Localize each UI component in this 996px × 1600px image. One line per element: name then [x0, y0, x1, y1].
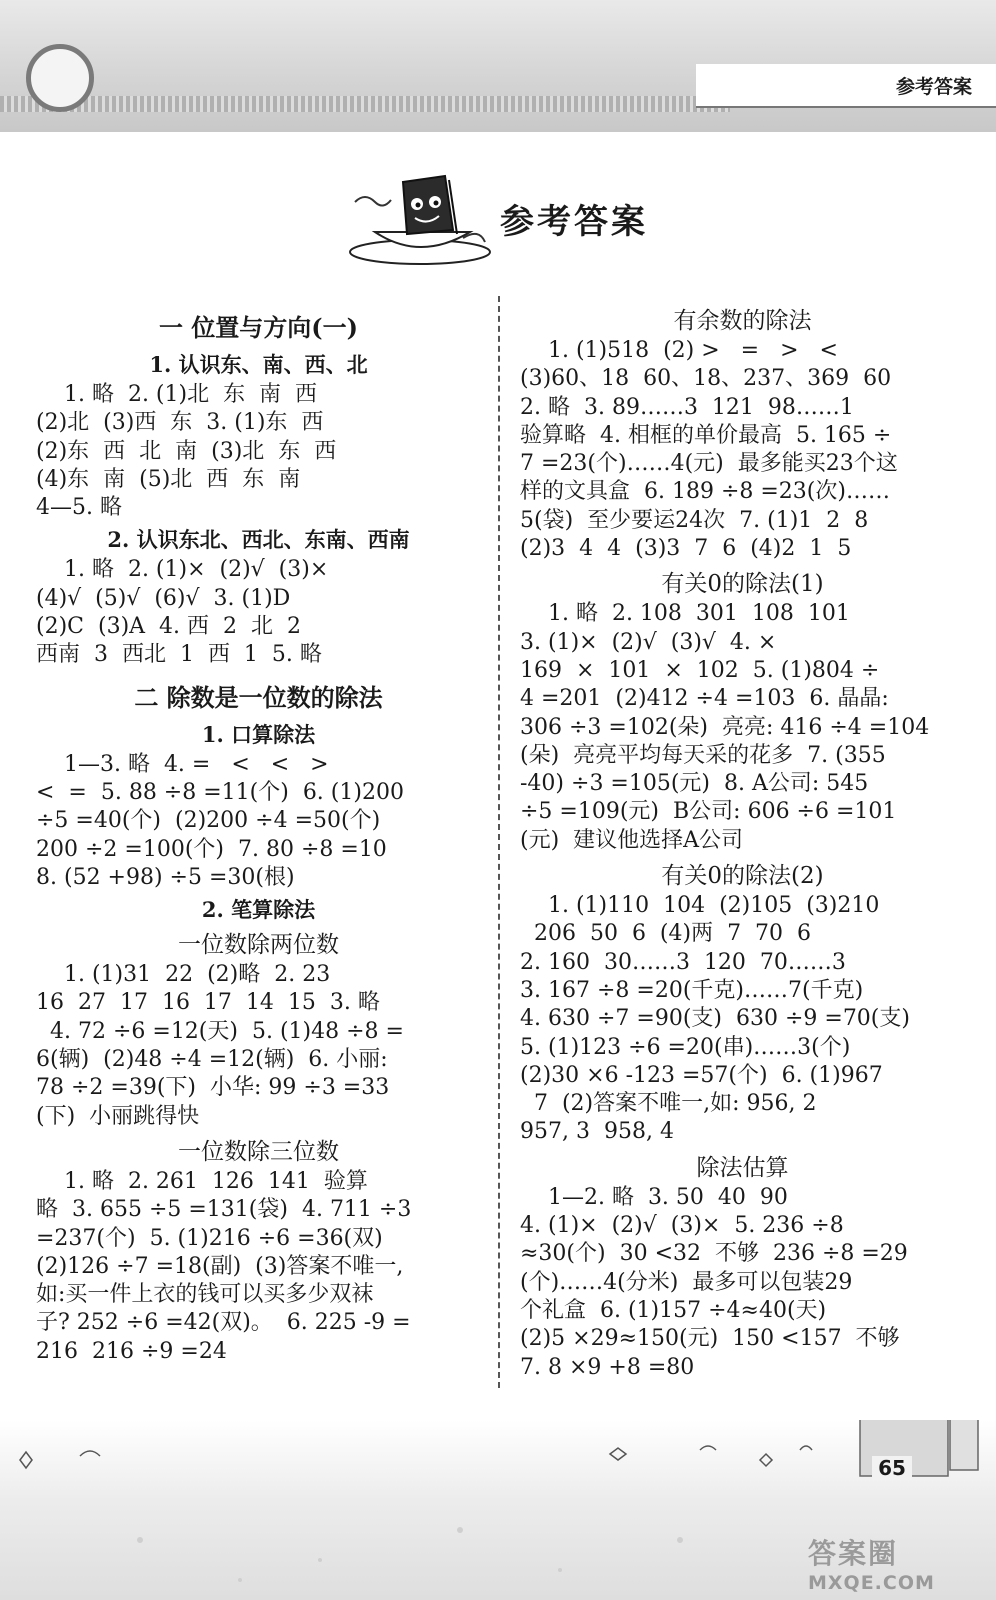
answer-line: -40) ÷3 =105(元) 8. A公司: 545 [520, 771, 869, 797]
answer-line: (2)东 西 北 南 (3)北 东 西 [36, 438, 337, 464]
answer-line: 1. (1)31 22 (2)略 2. 23 [36, 962, 331, 988]
answer-line: ≈30(个) 30 <32 不够 236 ÷8 =29 [520, 1241, 908, 1267]
right-column [520, 300, 965, 1382]
section-heading: 有余数的除法 [673, 308, 812, 334]
answer-line: (4)√ (5)√ (6)√ 3. (1)D [36, 585, 291, 611]
header-tab [696, 64, 996, 108]
answer-line: (2)3 4 4 (3)3 7 6 (4)2 1 5 [520, 536, 852, 562]
answer-line: 3. 167 ÷8 =20(千克)……7(千克) [520, 977, 864, 1003]
header-stripe [0, 96, 730, 112]
answer-line: 7 (2)答案不唯一,如: 956, 2 [520, 1091, 817, 1117]
answer-line: =237(个) 5. (1)216 ÷6 =36(双) [36, 1225, 383, 1251]
answer-line: 78 ÷2 =39(下) 小华: 99 ÷3 =33 [36, 1075, 390, 1101]
answer-line: 16 27 17 16 17 14 15 3. 略 [36, 990, 380, 1016]
answer-line: 216 216 ÷9 =24 [36, 1338, 227, 1364]
answer-line: 1. 略 2. 108 301 108 101 [520, 601, 850, 627]
answer-line: 个礼盒 6. (1)157 ÷4≈40(天) [520, 1297, 827, 1323]
answer-line: 子? 252 ÷6 =42(双)。 6. 225 -9 = [36, 1310, 411, 1336]
page-number: 65 [872, 1456, 912, 1480]
answer-line: (2)126 ÷7 =18(副) (3)答案不唯一, [36, 1253, 404, 1279]
section-heading: 除法估算 [696, 1154, 789, 1181]
answer-line: 3. (1)× (2)√ (3)√ 4. × [520, 629, 777, 655]
answer-line: 169 × 101 × 102 5. (1)804 ÷ [520, 657, 880, 683]
answer-line: 1. (1)110 104 (2)105 (3)210 [520, 893, 880, 919]
answer-line: (2)30 ×6 -123 =57(个) 6. (1)967 [520, 1062, 883, 1088]
answer-line: 样的文具盒 6. 189 ÷8 =23(次)…… [520, 479, 890, 505]
answer-line: (元) 建议他选择A公司 [520, 827, 744, 853]
answer-line: < = 5. 88 ÷8 =11(个) 6. (1)200 [36, 779, 404, 805]
answer-line: 5(袋) 至少要运24次 7. (1)1 2 8 [520, 507, 869, 533]
watermark [808, 1532, 988, 1592]
answer-line: 西南 3 西北 1 西 1 5. 略 [36, 642, 322, 668]
answer-line: (2)北 (3)西 东 3. (1)东 西 [36, 410, 324, 436]
section-heading: 二 除数是一位数的除法 [134, 682, 383, 712]
answer-line: 验算略 4. 相框的单价最高 5. 165 ÷ [520, 422, 892, 448]
column-divider [498, 296, 500, 1388]
answer-line: 6(辆) (2)48 ÷4 =12(辆) 6. 小丽: [36, 1047, 388, 1073]
answer-line: 如:买一件上衣的钱可以买多少双袜 [36, 1282, 374, 1308]
answer-line: 1. 略 2. 261 126 141 验算 [36, 1168, 368, 1194]
answer-line: 2. 略 3. 89……3 121 98……1 [520, 394, 854, 420]
section-heading: 2. 认识东北、西北、东南、西南 [107, 527, 410, 553]
answer-line: ÷5 =40(个) (2)200 ÷4 =50(个) [36, 808, 381, 834]
section-heading: 1. 口算除法 [201, 721, 316, 747]
section-heading: 一 位置与方向(一) [158, 313, 359, 342]
answer-line: (4)东 南 (5)北 西 东 南 [36, 466, 301, 492]
section-heading: 有关0的除法(2) [661, 863, 824, 890]
answer-line: (3)60、18 60、18、237、369 60 [520, 366, 892, 392]
answer-line: 206 50 6 (4)两 7 70 6 [520, 921, 812, 947]
answer-line: 1. (1)518 (2) > = > < [520, 338, 838, 363]
answer-line: 1. 略 2. (1)× (2)√ (3)× [36, 557, 329, 583]
answer-line: 4. (1)× (2)√ (3)× 5. 236 ÷8 [520, 1213, 844, 1239]
answer-line: 1—3. 略 4. = < < > [36, 751, 329, 777]
answer-line: 306 ÷3 =102(朵) 亮亮: 416 ÷4 =104 [520, 714, 930, 740]
answer-line: (个)……4(分米) 最多可以包装29 [520, 1269, 853, 1295]
answer-line: 4. 630 ÷7 =90(支) 630 ÷9 =70(支) [520, 1006, 910, 1032]
answer-line: ÷5 =109(元) B公司: 606 ÷6 =101 [520, 799, 897, 825]
watermark-logo: 答案圈 [808, 1537, 899, 1570]
answer-line: (2)5 ×29≈150(元) 150 <157 不够 [520, 1326, 900, 1352]
answer-line: 4—5. 略 [36, 495, 122, 521]
answer-line: 7 =23(个)……4(元) 最多能买23个这 [520, 451, 898, 477]
left-column [36, 300, 481, 1366]
section-heading: 1. 认识东、南、西、北 [149, 352, 368, 377]
sailboat-mascot-icon [345, 172, 495, 268]
answer-line: (下) 小丽跳得快 [36, 1103, 200, 1129]
answer-line: 200 ÷2 =100(个) 7. 80 ÷8 =10 [36, 836, 387, 862]
page-title: 参考答案 [500, 202, 648, 242]
section-heading: 一位数除三位数 [178, 1138, 339, 1165]
answer-line: 8. (52 +98) ÷5 =30(根) [36, 864, 295, 890]
header-tab-label: 参考答案 [895, 76, 972, 98]
answer-line: 1. 略 2. (1)北 东 南 西 [36, 382, 318, 407]
answer-line: 1—2. 略 3. 50 40 90 [520, 1184, 788, 1210]
answer-line: 4. 72 ÷6 =12(天) 5. (1)48 ÷8 = [36, 1018, 404, 1044]
header-circle-ornament [26, 44, 94, 112]
answer-line: 4 =201 (2)412 ÷4 =103 6. 晶晶: [520, 686, 889, 712]
answer-line: (朵) 亮亮平均每天采的花多 7. (355 [520, 742, 886, 768]
answer-line: (2)C (3)A 4. 西 2 北 2 [36, 614, 301, 640]
answer-line: 5. (1)123 ÷6 =20(串)……3(个) [520, 1034, 851, 1060]
title-block [345, 172, 685, 268]
answer-line: 略 3. 655 ÷5 =131(袋) 4. 711 ÷3 [36, 1197, 412, 1223]
watermark-url: MXQE.COM [808, 1572, 935, 1594]
answer-line: 957, 3 958, 4 [520, 1119, 674, 1145]
section-heading: 有关0的除法(1) [661, 571, 824, 598]
answer-line: 7. 8 ×9 +8 =80 [520, 1354, 695, 1380]
section-heading: 一位数除两位数 [178, 932, 339, 959]
section-heading: 2. 笔算除法 [201, 897, 316, 923]
answer-line: 2. 160 30……3 120 70……3 [520, 949, 846, 975]
